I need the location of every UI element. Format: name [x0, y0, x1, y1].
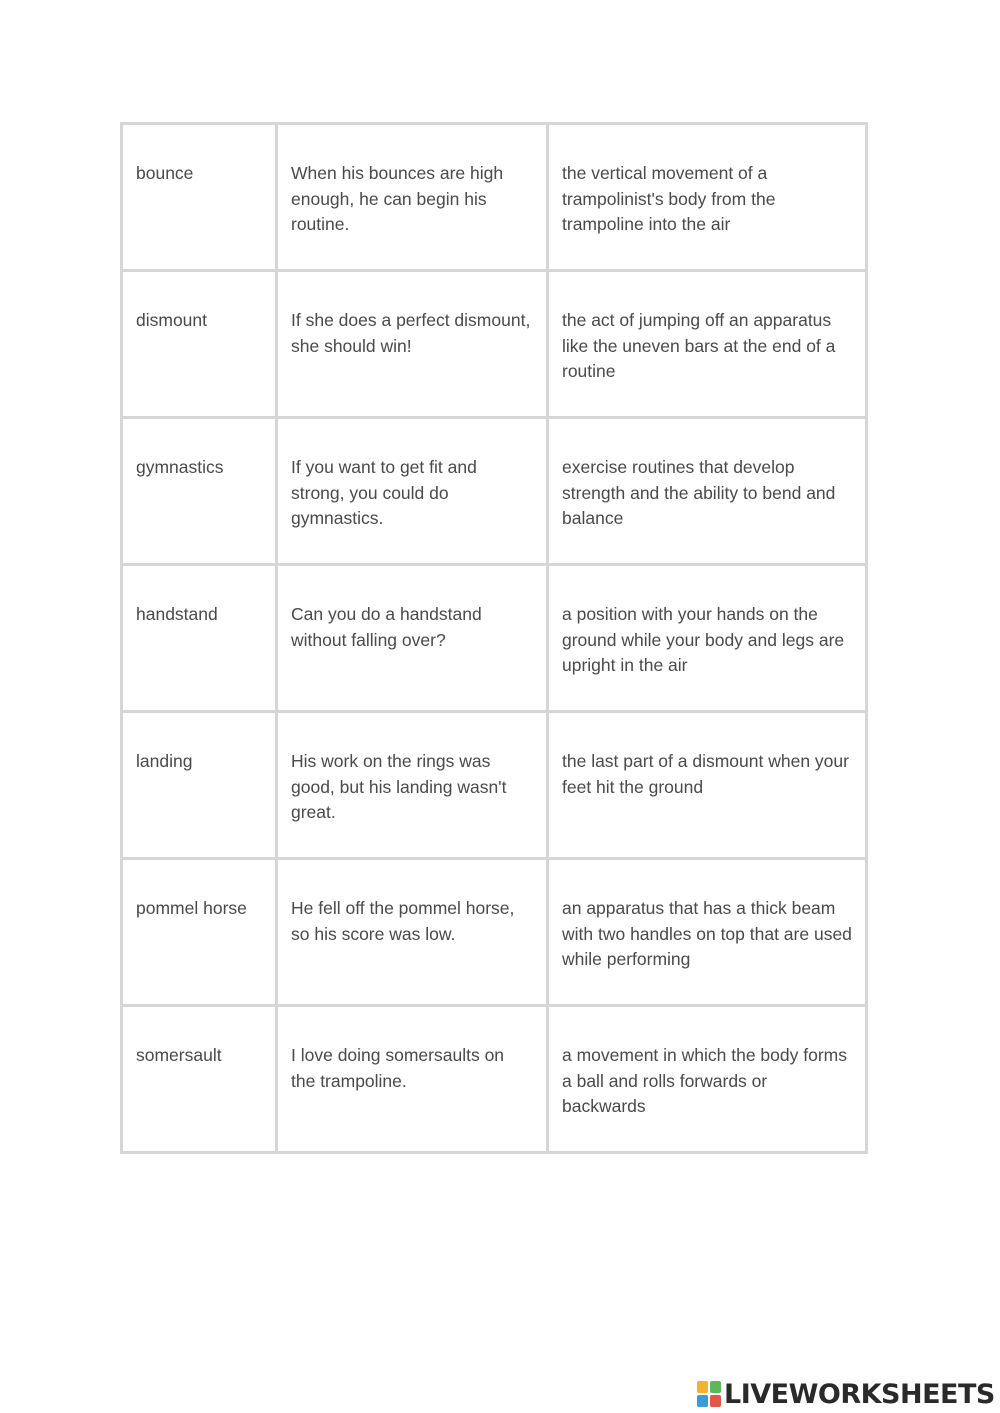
table-row	[122, 271, 867, 418]
example-cell: Can you do a handstand without falling over?	[277, 565, 548, 712]
vocabulary-table	[120, 122, 868, 1154]
word-cell: somersault	[122, 1006, 277, 1153]
table-row	[122, 124, 867, 271]
definition-cell: the vertical movement of a trampolinist's body from the trampoline into the air	[548, 124, 867, 271]
definition-cell: the act of jumping off an apparatus like the uneven bars at the end of a routine	[548, 271, 867, 418]
logo-tile	[697, 1395, 708, 1407]
brand-name: LIVEWORKSHEETS	[724, 1378, 995, 1410]
example-cell: He fell off the pommel horse, so his score was low.	[277, 859, 548, 1006]
definition-cell: a movement in which the body forms a ball and rolls forwards or backwards	[548, 1006, 867, 1153]
word-cell: dismount	[122, 271, 277, 418]
table-row	[122, 1006, 867, 1153]
word-cell: gymnastics	[122, 418, 277, 565]
table-row	[122, 712, 867, 859]
word-cell: handstand	[122, 565, 277, 712]
example-cell: If you want to get fit and strong, you could do gymnastics.	[277, 418, 548, 565]
liveworksheets-icon	[697, 1381, 721, 1407]
definition-cell: a position with your hands on the ground while your body and legs are upright in the air	[548, 565, 867, 712]
example-cell: I love doing somersaults on the trampoline.	[277, 1006, 548, 1153]
example-cell: When his bounces are high enough, he can begin his routine.	[277, 124, 548, 271]
table-row	[122, 565, 867, 712]
word-cell: landing	[122, 712, 277, 859]
definition-cell: exercise routines that develop strength and the ability to bend and balance	[548, 418, 867, 565]
logo-tile	[710, 1395, 721, 1407]
liveworksheets-logo[interactable]	[697, 1378, 995, 1410]
table-row	[122, 418, 867, 565]
example-cell: His work on the rings was good, but his landing wasn't great.	[277, 712, 548, 859]
example-cell: If she does a perfect dismount, she should win!	[277, 271, 548, 418]
table-row	[122, 859, 867, 1006]
definition-cell: the last part of a dismount when your feet hit the ground	[548, 712, 867, 859]
word-cell: bounce	[122, 124, 277, 271]
logo-tile	[710, 1381, 721, 1393]
logo-tile	[697, 1381, 708, 1393]
definition-cell: an apparatus that has a thick beam with two handles on top that are used while performing	[548, 859, 867, 1006]
word-cell: pommel horse	[122, 859, 277, 1006]
